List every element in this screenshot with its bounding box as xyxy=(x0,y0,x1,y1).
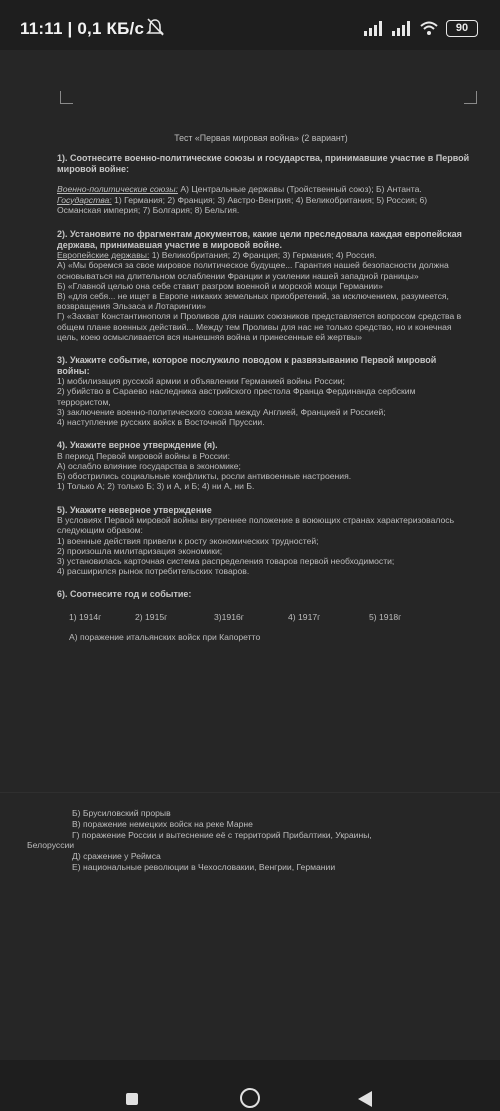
status-time: 11:11 | 0,1 КБ/с xyxy=(20,19,145,38)
question-5 xyxy=(57,505,471,577)
back-button[interactable] xyxy=(358,1091,372,1107)
year-item: 5) 1918г xyxy=(369,612,402,623)
page-corner-mark xyxy=(464,91,477,104)
question-heading: 3). Укажите событие, которое послужило поводом к развязыванию Первой мировой войны: xyxy=(57,355,437,376)
question-1 xyxy=(57,153,471,215)
question-text: В условиях Первой мировой войны внутреннее положение в воюющих странах характеризовалось следующим образом: xyxy=(57,515,455,536)
option: 3) заключение военно-политического союза между Англией, Францией и Россией; xyxy=(57,406,386,417)
signal-icon xyxy=(364,20,384,36)
event-item: Г) поражение России и вытеснение её с территорий Прибалтики, Украины, xyxy=(72,829,372,840)
home-button[interactable] xyxy=(240,1088,260,1108)
wifi-icon xyxy=(420,20,438,36)
option: 3) установилась карточная система распределения товаров первой необходимости; xyxy=(57,556,395,567)
year-list xyxy=(69,612,471,622)
powers-label: Европейские державы: xyxy=(57,250,150,261)
question-4 xyxy=(57,440,471,491)
statement-a: А) ослабло влияние государства в экономике; xyxy=(57,461,241,472)
document-page xyxy=(57,133,471,651)
option: 2) убийство в Сараево наследника австрийского престола Франца Фердинанда сербским террористом, xyxy=(57,386,416,407)
document-page-2 xyxy=(27,808,472,873)
option: 4) расширился рынок потребительских товаров. xyxy=(57,566,250,577)
option: 1) военные действия привели к росту экономических трудностей; xyxy=(57,535,319,546)
states-text: 1) Германия; 2) Франция; 3) Австро-Венгрия; 4) Великобритания; 5) Россия; 6) Османская империя; 7) Болгария; 8) Бельгия. xyxy=(57,194,428,215)
statement-b: Б) обострились социальные конфликты, росли антивоенные настроения. xyxy=(57,471,352,482)
event-item-continued: Белоруссии xyxy=(27,840,75,851)
document-title: Тест «Первая мировая война» (2 вариант) xyxy=(174,133,348,143)
year-item: 1) 1914г xyxy=(69,612,102,623)
question-text xyxy=(57,195,471,215)
battery-indicator: 90 xyxy=(446,20,478,37)
question-text: В период Первой мировой войны в России: xyxy=(57,450,231,461)
unions-label: Военно-политические союзы: xyxy=(57,184,178,195)
event-item: А) поражение итальянских войск при Капоретто xyxy=(69,632,261,643)
option: 4) наступление русских войск в Восточной Пруссии. xyxy=(57,417,265,428)
unions-text: А) Центральные державы (Тройственный союз); Б) Антанта. xyxy=(177,184,422,195)
powers-text: 1) Великобритания; 2) Франция; 3) Германия; 4) Россия. xyxy=(149,250,377,261)
fragment-c: В) «для себя... не ищет в Европе никаких земельных приобретений, за исключением, разумеется, возвращения Эльзаса и Лотарингии» xyxy=(57,291,449,312)
year-item: 3)1916г xyxy=(214,612,244,623)
event-item: Е) национальные революции в Чехословакии, Венгрии, Германии xyxy=(72,861,336,872)
page-separator xyxy=(0,792,500,793)
question-heading: 2). Установите по фрагментам документов, какие цели преследовала каждая европейская держава, принимавшая участие в мировой войне. xyxy=(57,229,462,250)
question-6 xyxy=(57,589,471,642)
question-2 xyxy=(57,229,471,342)
year-item: 4) 1917г xyxy=(288,612,321,623)
fragment-b: Б) «Главной целью она себе ставит разгром военной и морской мощи Германии» xyxy=(57,280,383,291)
status-bar xyxy=(0,0,500,50)
states-label: Государства: xyxy=(57,194,112,205)
event-item: В) поражение немецких войск на реке Марне xyxy=(72,818,253,829)
question-text xyxy=(57,250,471,260)
event-item: Д) сражение у Реймса xyxy=(72,851,161,862)
option: 1) мобилизация русской армии и объявлении Германией войны России; xyxy=(57,376,345,387)
bell-muted-icon xyxy=(146,17,164,37)
answer-options: 1) Только А; 2) только Б; 3) и А, и Б; 4) ни А, ни Б. xyxy=(57,481,255,492)
page-corner-mark xyxy=(60,91,73,104)
question-heading: 4). Укажите верное утверждение (я). xyxy=(57,440,218,451)
question-text xyxy=(57,184,471,194)
recents-button[interactable] xyxy=(126,1093,138,1105)
fragment-d: Г) «Захват Константинополя и Проливов для наших союзников представляется вопросом средства в общем плане военных действий... Между тем Проливы для нас не только средство, но и конечная цель, коею осмысливается вся нынешняя война и принесенные ей жертвы» xyxy=(57,311,462,342)
option: 2) произошла милитаризация экономики; xyxy=(57,545,223,556)
year-item: 2) 1915г xyxy=(135,612,168,623)
fragment-a: А) «Мы боремся за свое мировое политическое будущее... Гарантия нашей безопасности должна основываться на длительном ослаблении Франции и усилении нашей западной границы» xyxy=(57,260,449,281)
question-heading: 6). Соотнесите год и событие: xyxy=(57,589,192,600)
signal-2-icon xyxy=(392,20,412,36)
question-heading: 1). Соотнесите военно-политические союзы и государства, принимавшие участие в Первой мировой войне: xyxy=(57,153,470,174)
event-item: Б) Брусиловский прорыв xyxy=(72,808,171,818)
question-heading: 5). Укажите неверное утверждение xyxy=(57,504,212,515)
question-3 xyxy=(57,355,471,427)
